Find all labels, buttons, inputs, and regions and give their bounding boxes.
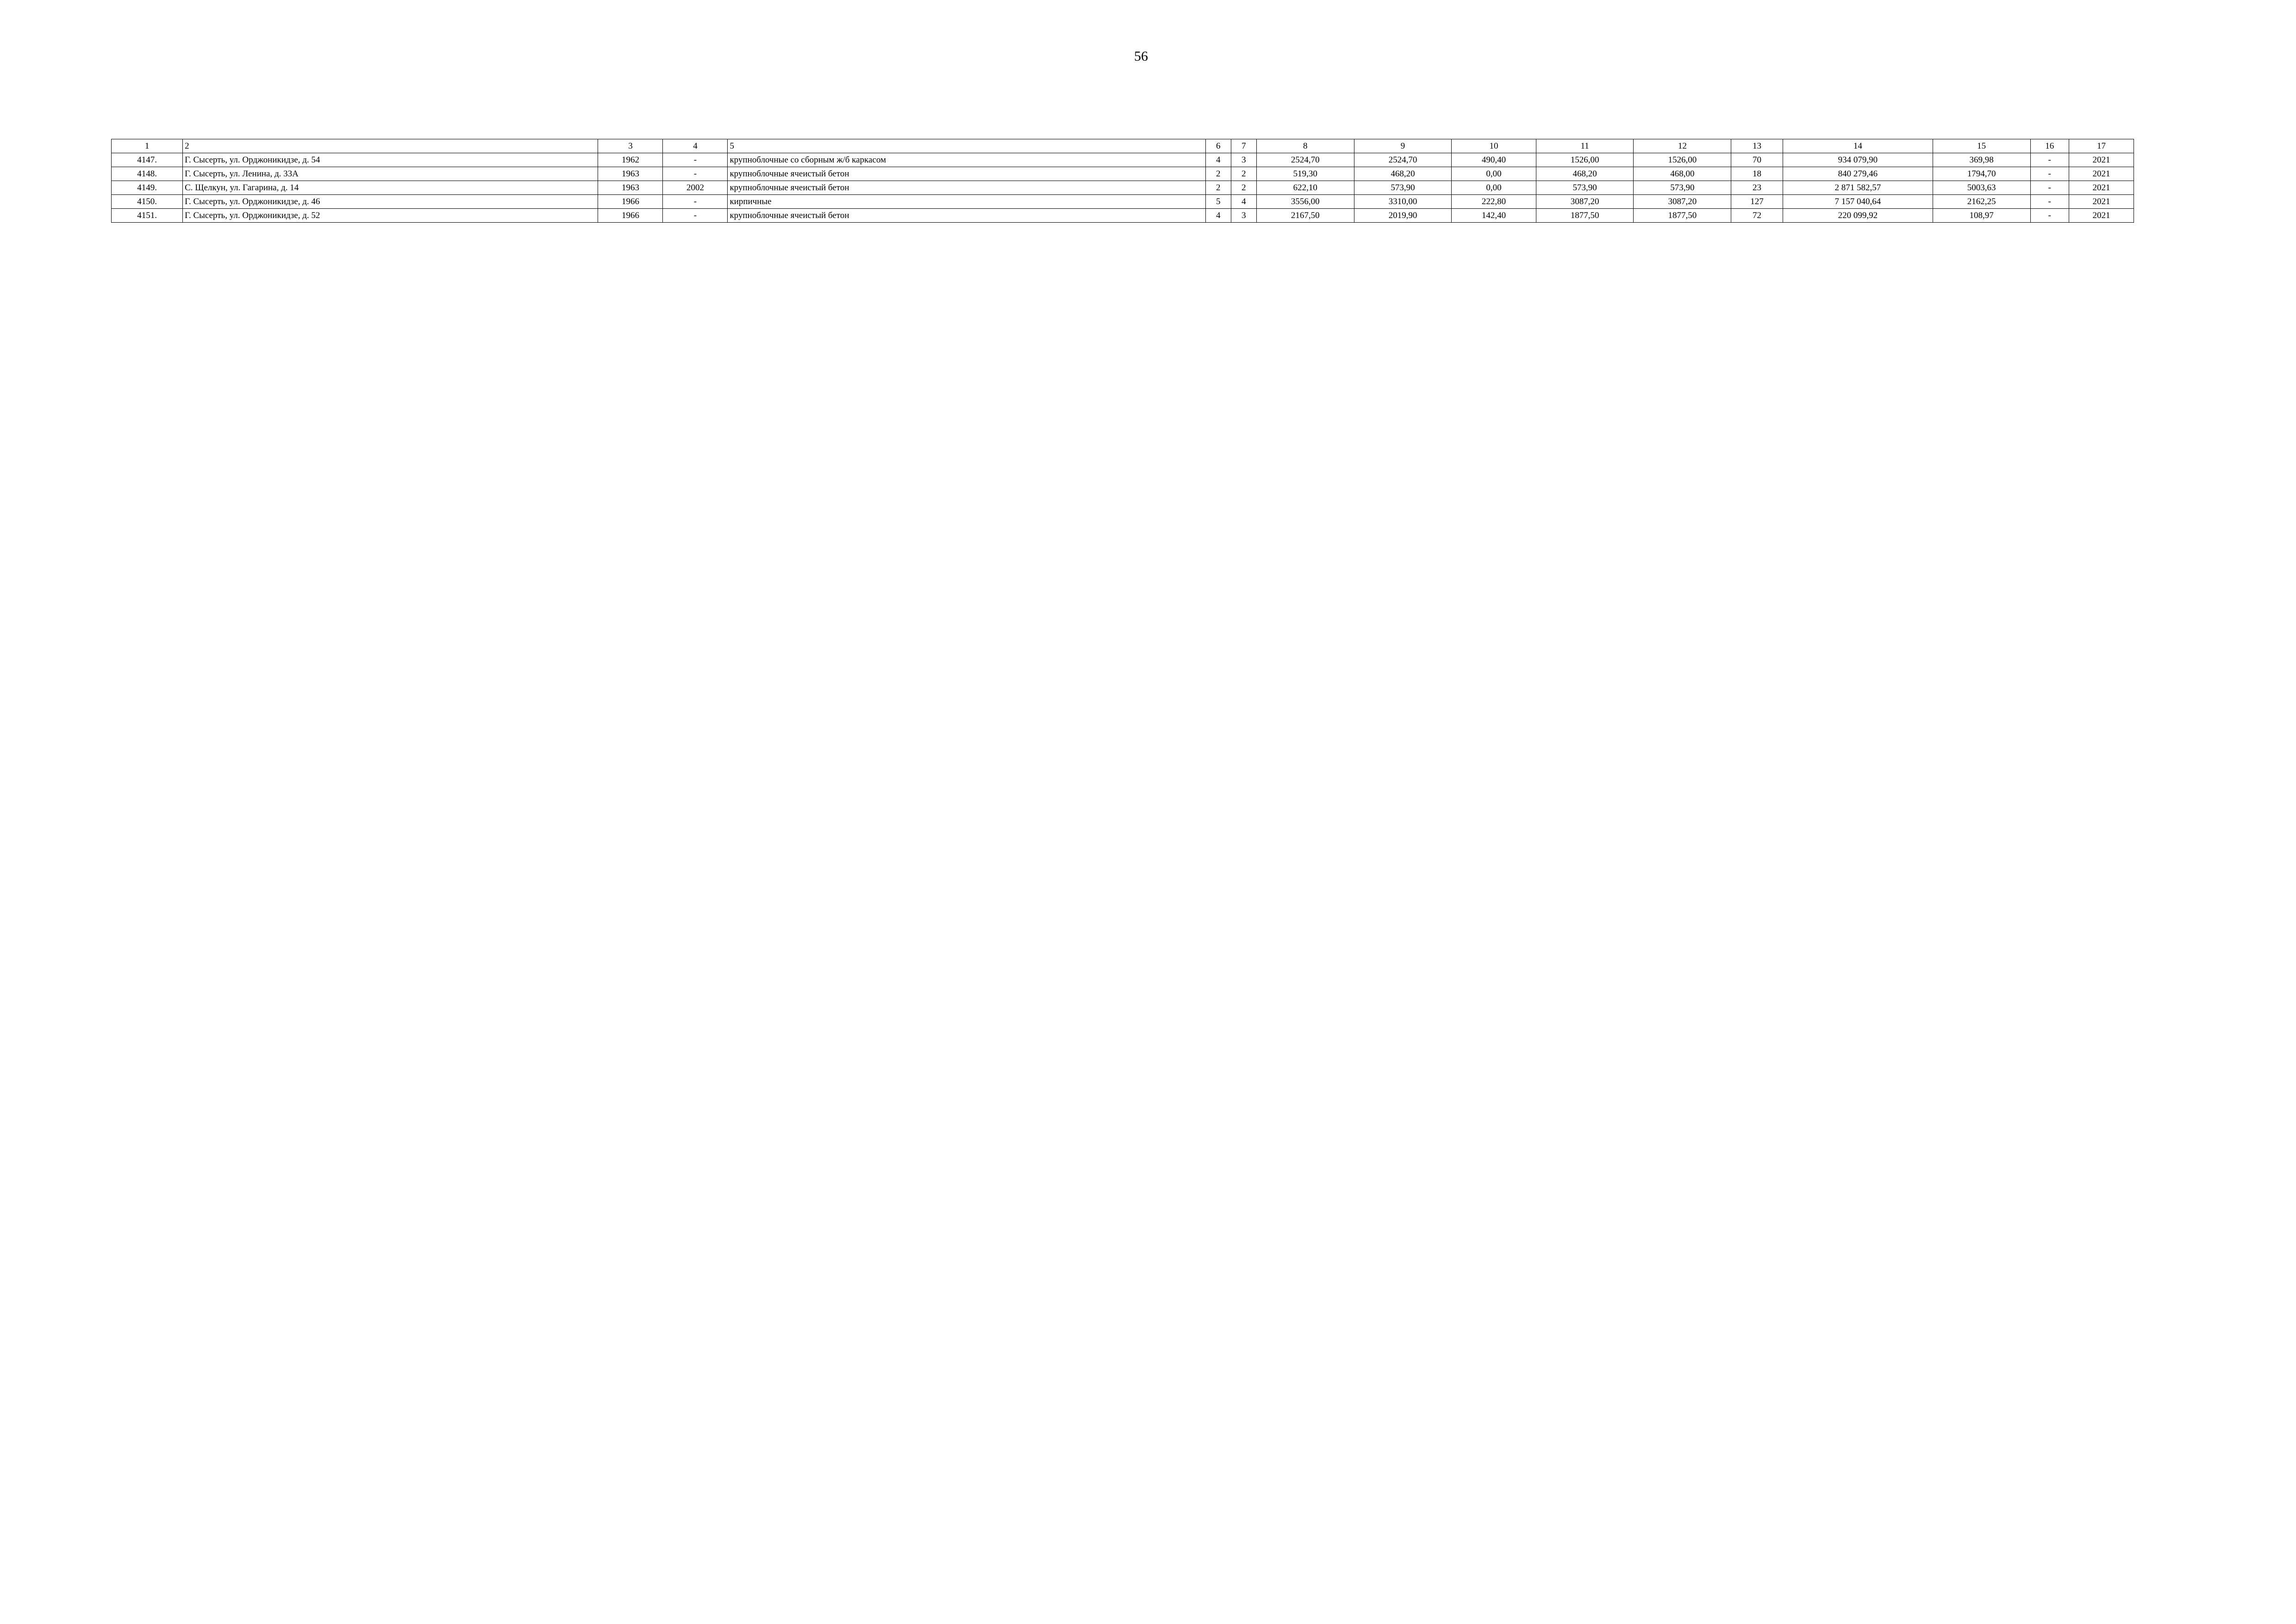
table-cell: 3310,00 — [1354, 195, 1452, 209]
table-cell: 2167,50 — [1256, 209, 1354, 223]
table-cell: 573,90 — [1536, 181, 1634, 195]
table-cell: крупноблочные ячеистый бетон — [728, 167, 1205, 181]
table-cell: 6 — [1205, 139, 1231, 153]
table-cell: 7 157 040,64 — [1783, 195, 1933, 209]
table-cell: крупноблочные ячеистый бетон — [728, 209, 1205, 223]
table-cell: крупноблочные ячеистый бетон — [728, 181, 1205, 195]
table-cell: Г. Сысерть, ул. Орджоникидзе, д. 54 — [183, 153, 598, 167]
table-cell: 519,30 — [1256, 167, 1354, 181]
housing-table — [111, 139, 2134, 223]
table-cell: 2 — [1231, 181, 1256, 195]
table-cell: 3 — [1231, 209, 1256, 223]
table-cell: 2 — [1205, 181, 1231, 195]
table-cell: 840 279,46 — [1783, 167, 1933, 181]
table-row — [112, 153, 2134, 167]
table-cell: 7 — [1231, 139, 1256, 153]
table-cell: 2019,90 — [1354, 209, 1452, 223]
table-cell: - — [663, 153, 728, 167]
table-cell: 142,40 — [1452, 209, 1536, 223]
table-cell: 1877,50 — [1634, 209, 1731, 223]
table-cell: 4150. — [112, 195, 183, 209]
table-cell: 3087,20 — [1536, 195, 1634, 209]
table-row — [112, 167, 2134, 181]
table-cell: 4 — [1205, 209, 1231, 223]
table-cell: 23 — [1731, 181, 1783, 195]
table-cell: 2162,25 — [1933, 195, 2030, 209]
table-cell: 1526,00 — [1634, 153, 1731, 167]
table-cell: - — [2030, 209, 2069, 223]
table-cell: 1526,00 — [1536, 153, 1634, 167]
table-cell: 222,80 — [1452, 195, 1536, 209]
table-cell: 2021 — [2069, 167, 2134, 181]
table-cell: 2021 — [2069, 181, 2134, 195]
table-cell: Г. Сысерть, ул. Ленина, д. 33А — [183, 167, 598, 181]
table-cell: 16 — [2030, 139, 2069, 153]
table-cell: - — [2030, 195, 2069, 209]
table-cell: 468,20 — [1536, 167, 1634, 181]
table-cell: 2 — [1205, 167, 1231, 181]
table-cell: 5 — [1205, 195, 1231, 209]
header-row — [112, 139, 2134, 153]
table-cell: 17 — [2069, 139, 2134, 153]
table-cell: 0,00 — [1452, 181, 1536, 195]
table-cell: 4148. — [112, 167, 183, 181]
table-cell: 9 — [1354, 139, 1452, 153]
table-cell: 13 — [1731, 139, 1783, 153]
page-number: 56 — [1134, 49, 1148, 64]
table-cell: 1963 — [598, 167, 663, 181]
table-cell: 14 — [1783, 139, 1933, 153]
table-cell: Г. Сысерть, ул. Орджоникидзе, д. 52 — [183, 209, 598, 223]
table-cell: кирпичные — [728, 195, 1205, 209]
table-row — [112, 181, 2134, 195]
table-cell: 934 079,90 — [1783, 153, 1933, 167]
table-cell: 468,20 — [1354, 167, 1452, 181]
table-cell: - — [2030, 181, 2069, 195]
table-cell: 10 — [1452, 139, 1536, 153]
table-cell: 18 — [1731, 167, 1783, 181]
table-cell: 3087,20 — [1634, 195, 1731, 209]
table-cell: 2524,70 — [1256, 153, 1354, 167]
table-cell: - — [663, 167, 728, 181]
table-cell: 4149. — [112, 181, 183, 195]
table-row — [112, 209, 2134, 223]
table-cell: 1794,70 — [1933, 167, 2030, 181]
table-cell: - — [2030, 153, 2069, 167]
table-cell: 1962 — [598, 153, 663, 167]
table-cell: 4 — [1231, 195, 1256, 209]
table-cell: С. Щелкун, ул. Гагарина, д. 14 — [183, 181, 598, 195]
table-cell: 2002 — [663, 181, 728, 195]
table-cell: Г. Сысерть, ул. Орджоникидзе, д. 46 — [183, 195, 598, 209]
table-cell: 2021 — [2069, 195, 2134, 209]
table-cell: - — [663, 195, 728, 209]
table-cell: 1 — [112, 139, 183, 153]
table-cell: 127 — [1731, 195, 1783, 209]
table-cell: 8 — [1256, 139, 1354, 153]
table-cell: 0,00 — [1452, 167, 1536, 181]
table-cell: 3 — [1231, 153, 1256, 167]
table-cell: 1877,50 — [1536, 209, 1634, 223]
table-cell: 490,40 — [1452, 153, 1536, 167]
table-cell: 369,98 — [1933, 153, 2030, 167]
table-cell: 2 — [1231, 167, 1256, 181]
table-cell: 1966 — [598, 195, 663, 209]
table-cell: 12 — [1634, 139, 1731, 153]
table-cell: 4 — [1205, 153, 1231, 167]
table-cell: 5003,63 — [1933, 181, 2030, 195]
table-cell: 15 — [1933, 139, 2030, 153]
table-cell: 220 099,92 — [1783, 209, 1933, 223]
table-cell: 11 — [1536, 139, 1634, 153]
table-cell: 468,00 — [1634, 167, 1731, 181]
table-cell: 573,90 — [1354, 181, 1452, 195]
table-cell: 72 — [1731, 209, 1783, 223]
table-cell: 70 — [1731, 153, 1783, 167]
table-cell: 2 — [183, 139, 598, 153]
table-cell: 573,90 — [1634, 181, 1731, 195]
table-cell: 4 — [663, 139, 728, 153]
table-cell: крупноблочные со сборным ж/б каркасом — [728, 153, 1205, 167]
table-cell: 2021 — [2069, 209, 2134, 223]
table-cell: 1963 — [598, 181, 663, 195]
table-cell: - — [663, 209, 728, 223]
table-cell: - — [2030, 167, 2069, 181]
table-cell: 108,97 — [1933, 209, 2030, 223]
table-cell: 4147. — [112, 153, 183, 167]
table-cell: 2524,70 — [1354, 153, 1452, 167]
table-row — [112, 195, 2134, 209]
table-cell: 2021 — [2069, 153, 2134, 167]
table-cell: 5 — [728, 139, 1205, 153]
table-cell: 622,10 — [1256, 181, 1354, 195]
table-cell: 1966 — [598, 209, 663, 223]
table-cell: 2 871 582,57 — [1783, 181, 1933, 195]
table-cell: 3556,00 — [1256, 195, 1354, 209]
table-cell: 3 — [598, 139, 663, 153]
table-cell: 4151. — [112, 209, 183, 223]
